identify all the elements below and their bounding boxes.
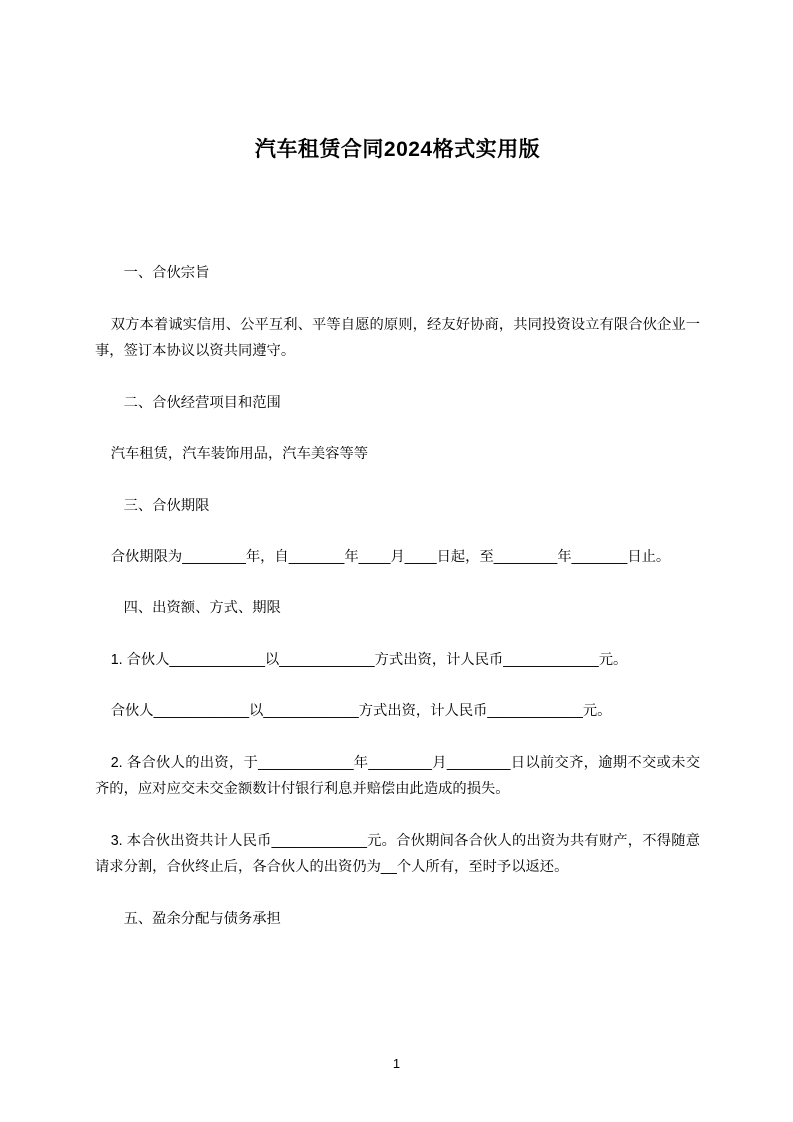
page-number: 1 [392,1056,401,1071]
paragraph-6: 2. 各合伙人的出资，于____________年________月________日以前交齐，逾期不交或未交齐的，应对应交未交金额数计付银行利息并赔偿由此造成的损失。 [95,754,700,798]
paragraph-7: 3. 本合伙出资共计人民币____________元。合伙期间各合伙人的出资为共有财产，不得随意请求分割，合伙终止后，各合伙人的出资仍为__个人所有，至时予以返还。 [95,832,700,876]
section-heading-5: 五、盈余分配与债务承担 [123,910,281,927]
section-heading-1: 一、合伙宗旨 [123,265,210,282]
document-content [95,0,700,957]
section-heading-2: 二、合伙经营项目和范围 [123,394,281,411]
paragraph-3: 合伙期限为________年，自_______年____月____日起，至________年_______日止。 [110,549,671,566]
section-heading-3: 三、合伙期限 [123,497,210,514]
page-title: 汽车租赁合同2024格式实用版 [254,138,541,161]
paragraph-1: 双方本着诚实信用、公平互利、平等自愿的原则，经友好协商，共同投资设立有限合伙企业一事，签订本协议以资共同遵守。 [95,316,700,360]
section-heading-4: 四、出资额、方式、期限 [123,600,281,617]
paragraph-5: 合伙人____________以____________方式出资，计人民币____________元。 [110,703,612,720]
document-body [95,260,700,932]
paragraph-4: 1. 合伙人____________以____________方式出资，计人民币____________元。 [110,651,628,668]
paragraph-2: 汽车租赁，汽车装饰用品，汽车美容等等 [110,446,369,463]
